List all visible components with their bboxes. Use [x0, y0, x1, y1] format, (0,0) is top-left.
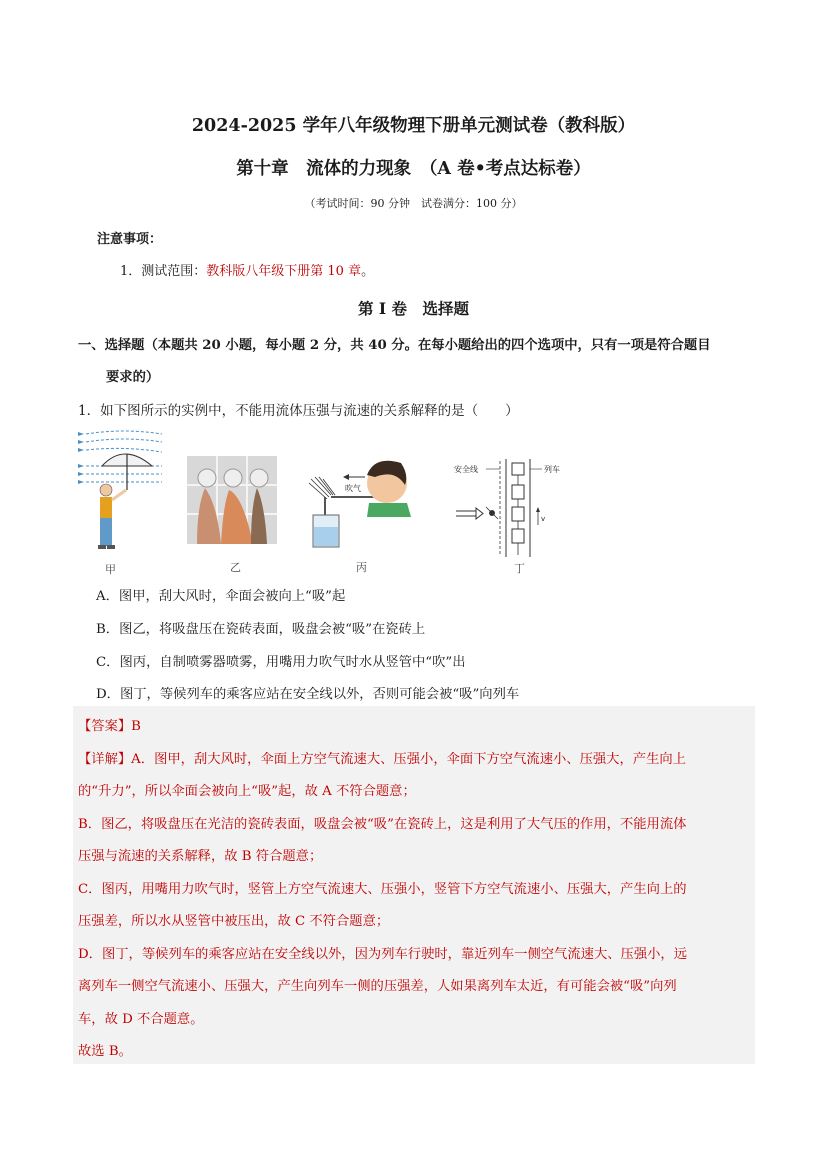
option-c: C．图丙，自制喷雾器喷雾，用嘴用力吹气时水从竖管中“吹”出: [96, 655, 466, 670]
answer-line: 【答案】B: [78, 719, 141, 734]
detail-line: 压强与流速的关系解释，故 B 符合题意；: [78, 849, 323, 864]
detail-line: 的“升力”，所以伞面会被向上“吸”起，故 A 不符合题意；: [78, 784, 416, 799]
detail-line: 车，故 D 不合题意。: [78, 1012, 204, 1027]
figure-label-ding: 丁: [514, 562, 525, 575]
detail-line: C．图丙，用嘴用力吹气时，竖管上方空气流速大、压强小，竖管下方空气流速小、压强大，产生向上的: [78, 882, 687, 897]
figure-label-yi: 乙: [230, 561, 241, 574]
figure-label-jia: 甲: [105, 563, 116, 576]
question-stem: 1．如下图所示的实例中，不能用流体压强与流速的关系解释的是（ ）: [78, 403, 519, 419]
notice-item-suffix: 。: [361, 264, 375, 279]
option-d: D．图丁，等候列车的乘客应站在安全线以外，否则可能会被“吸”向列车: [96, 687, 520, 702]
figure-train: [450, 459, 580, 559]
detail-line: D．图丁，等候列车的乘客应站在安全线以外，因为列车行驶时，靠近列车一侧空气流速大、压强小，远: [78, 947, 688, 962]
exam-info: （考试时间：90 分钟 试卷满分：100 分）: [304, 197, 523, 210]
notice-item-prefix: 1．测试范围：: [120, 264, 207, 279]
notice-item-1: [120, 260, 374, 279]
detail-line: 离列车一侧空气流速小、压强大，产生向列车一侧的压强差，人如果离列车太近，有可能会被“吸”向列: [78, 979, 677, 994]
section-heading-line1: 一、选择题（本题共 20 小题，每小题 2 分，共 40 分。在每小题给出的四个选项中，只有一项是符合题目: [78, 338, 711, 353]
figure-label-bing: 丙: [356, 561, 367, 574]
figure-umbrella: [74, 428, 166, 558]
notice-heading: 注意事项：: [97, 232, 163, 247]
figure-suction-cups: [187, 456, 277, 544]
figure-sprayer: [305, 455, 415, 550]
detail-line: 故选 B。: [78, 1044, 132, 1059]
option-b: B．图乙，将吸盘压在瓷砖表面，吸盘会被“吸”在瓷砖上: [96, 622, 426, 637]
detail-line: 【详解】A．图甲，刮大风时，伞面上方空气流速大、压强小，伞面下方空气流速小、压强大，产生向上: [78, 752, 686, 767]
section-heading-line2: 要求的）: [106, 370, 160, 385]
chapter-title: 第十章 流体的力现象 （A 卷•考点达标卷）: [236, 159, 591, 179]
safety-line-label: 安全线: [454, 465, 478, 474]
part-title: 第 I 卷 选择题: [357, 299, 470, 318]
velocity-label: v: [541, 515, 546, 523]
notice-item-scope: 教科版八年级下册第 10 章: [206, 264, 362, 279]
detail-line: 压强差，所以水从竖管中被压出，故 C 不符合题意；: [78, 914, 390, 929]
exam-title: 2024-2025 学年八年级物理下册单元测试卷（教科版）: [191, 116, 636, 136]
blow-label: 吹气: [345, 484, 361, 493]
train-label: 列车: [544, 465, 560, 474]
detail-line: B．图乙，将吸盘压在光洁的瓷砖表面，吸盘会被“吸”在瓷砖上，这是利用了大气压的作用，不能用流体: [78, 817, 687, 832]
option-a: A．图甲，刮大风时，伞面会被向上“吸”起: [96, 589, 346, 604]
